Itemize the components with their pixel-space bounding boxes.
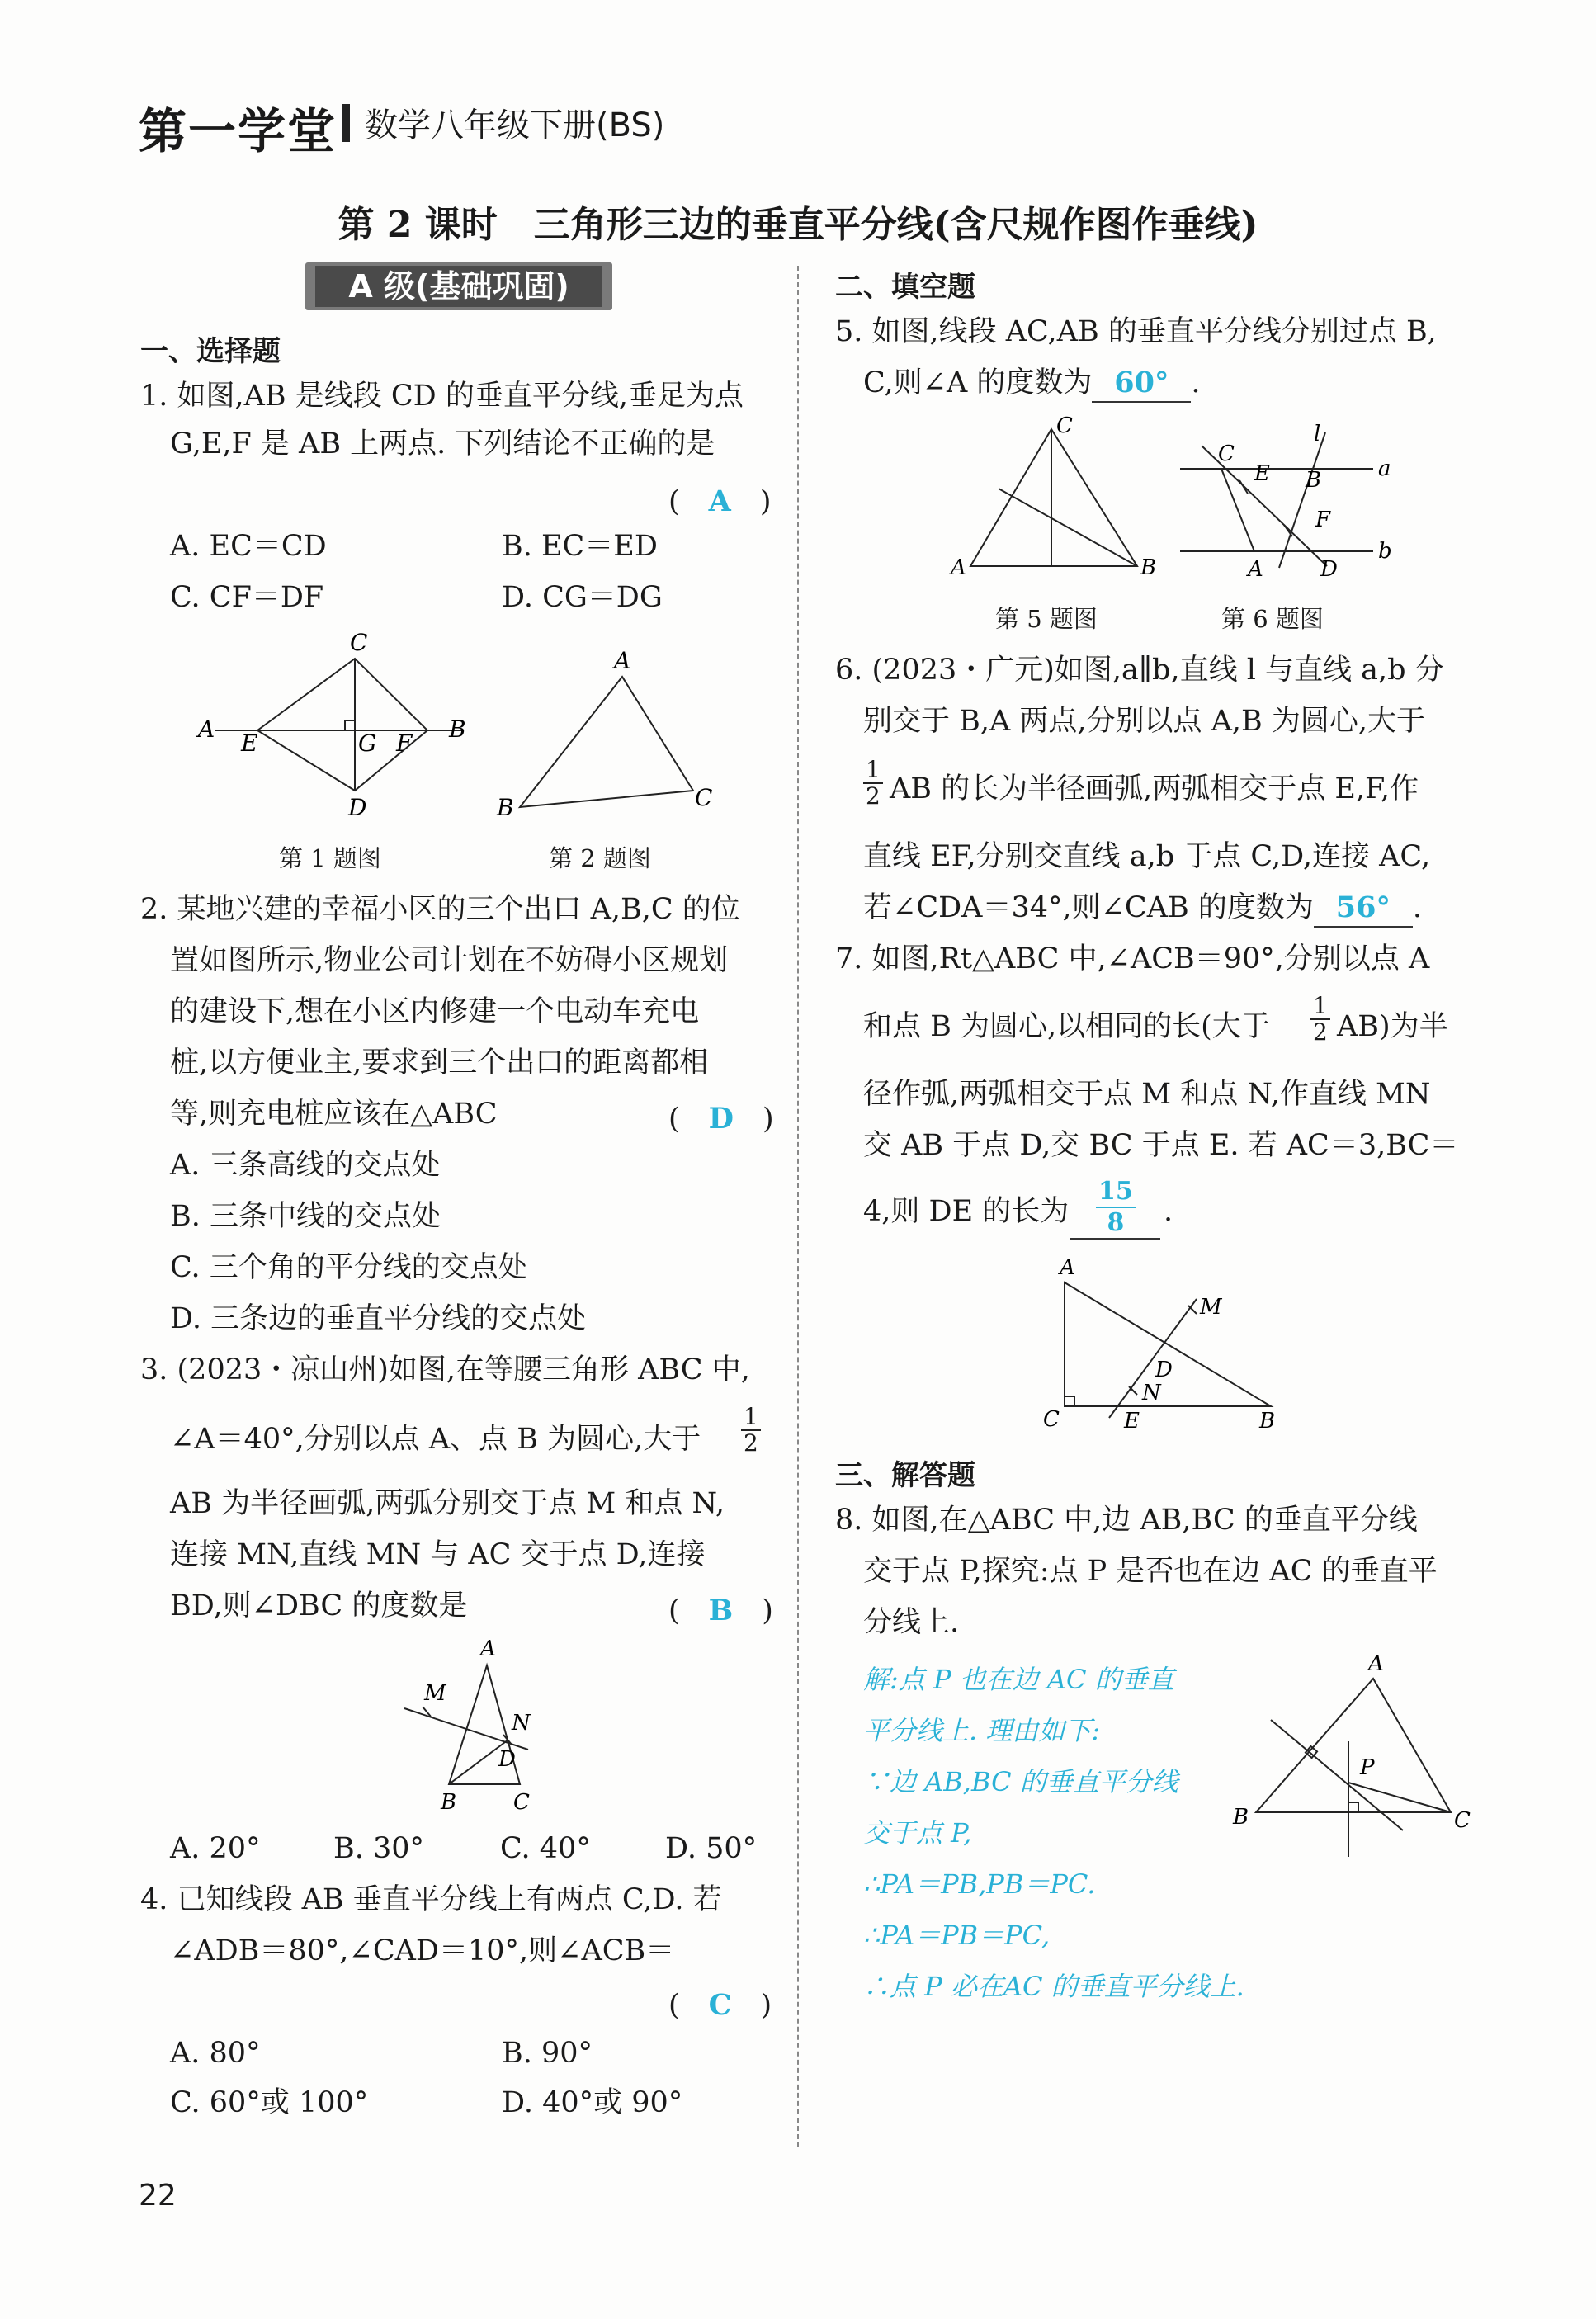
fig5-triangle bbox=[970, 429, 1137, 566]
book-title: 数学八年级下册(BS) bbox=[365, 106, 665, 144]
q2-option-c: C. 三个角的平分线的交点处 bbox=[170, 1251, 527, 1284]
fig7-label-b: B bbox=[1259, 1409, 1276, 1433]
fig2-label-a: A bbox=[614, 647, 631, 674]
q8-solution-3: 交于点 P, bbox=[863, 1817, 972, 1849]
q7-answer-num: 15 bbox=[1096, 1177, 1136, 1208]
q1-line1: 1. 如图,AB 是线段 CD 的垂直平分线,垂足为点 bbox=[140, 380, 744, 413]
q4-line2: ∠ADB＝80°,∠CAD＝10°,则∠ACB＝ bbox=[170, 1934, 675, 1967]
fig6-label-d: D bbox=[1320, 557, 1338, 582]
q4-option-c: C. 60°或 100° bbox=[170, 2086, 369, 2119]
fig6-line-l bbox=[1279, 432, 1325, 568]
fig1-label-a: A bbox=[198, 716, 215, 743]
q3-option-a: A. 20° bbox=[170, 1832, 261, 1865]
fig8-label-c: C bbox=[1454, 1808, 1471, 1833]
q8-solution-1: 平分线上. 理由如下: bbox=[863, 1715, 1101, 1746]
q1-option-a: A. EC＝CD bbox=[170, 530, 327, 563]
fig8-label-b: B bbox=[1233, 1805, 1249, 1830]
q6-line5: 若∠CDA＝34°,则∠CAB 的度数为 56° . bbox=[863, 890, 1422, 928]
q8-line3: 分线上. bbox=[863, 1606, 960, 1639]
fig6-label-b-line: b bbox=[1378, 539, 1392, 564]
header-divider bbox=[342, 104, 350, 142]
q2-line4: 桩,以方便业主,要求到三个出口的距离都相 bbox=[170, 1046, 709, 1079]
fig6-caption: 第 6 题图 bbox=[1221, 605, 1324, 633]
q1-answer-bracket: ( A ) bbox=[668, 484, 772, 518]
fig6-label-a-line: a bbox=[1378, 456, 1391, 481]
fig1-label-g: G bbox=[358, 730, 377, 757]
q4-answer: C bbox=[708, 1988, 732, 2022]
fig7-triangle bbox=[1065, 1282, 1271, 1406]
fig2-caption: 第 2 题图 bbox=[549, 844, 651, 872]
fig3-label-c: C bbox=[513, 1790, 530, 1815]
q7-line3: 径作弧,两弧相交于点 M 和点 N,作直线 MN bbox=[863, 1078, 1431, 1111]
section-solve: 三、解答题 bbox=[835, 1459, 975, 1492]
fig6-arc-e bbox=[1239, 480, 1248, 494]
figure-2 bbox=[487, 644, 734, 825]
q3-frac-den: 2 bbox=[744, 1429, 758, 1457]
fig6-label-b: B bbox=[1306, 468, 1322, 493]
q6-line3: AB 的长为半径画弧,两弧相交于点 E,F,作 bbox=[890, 772, 1419, 805]
fig1-right-angle bbox=[345, 720, 355, 730]
fig2-label-b: B bbox=[497, 794, 514, 821]
fig8-triangle bbox=[1256, 1679, 1451, 1812]
q3-option-c: C. 40° bbox=[500, 1832, 591, 1865]
q1-line2: G,E,F 是 AB 上两点. 下列结论不正确的是 bbox=[170, 427, 715, 460]
q2-line1: 2. 某地兴建的幸福小区的三个出口 A,B,C 的位 bbox=[140, 893, 740, 926]
fig7-label-e: E bbox=[1124, 1409, 1140, 1433]
fig7-label-c: C bbox=[1043, 1407, 1060, 1432]
figure-6 bbox=[1172, 421, 1395, 594]
column-divider bbox=[797, 266, 799, 2147]
fig8-label-a: A bbox=[1368, 1651, 1384, 1676]
q7-line2 bbox=[863, 1008, 1270, 1045]
q4-option-d: D. 40°或 90° bbox=[502, 2086, 683, 2119]
q3-frac-num: 1 bbox=[741, 1405, 761, 1431]
q3-line4: 连接 MN,直线 MN 与 AC 交于点 D,连接 bbox=[170, 1538, 706, 1571]
fig5-label-a: A bbox=[951, 555, 966, 580]
fig7-right-angle bbox=[1065, 1396, 1074, 1406]
fig3-label-a: A bbox=[480, 1637, 496, 1661]
q2-option-b: B. 三条中线的交点处 bbox=[170, 1200, 441, 1233]
fig6-label-e: E bbox=[1254, 461, 1270, 486]
section-choice: 一、选择题 bbox=[140, 335, 281, 368]
q7-answer-blank bbox=[1070, 1238, 1160, 1240]
q3-line1: 3. (2023・凉山州)如图,在等腰三角形 ABC 中, bbox=[140, 1353, 750, 1386]
figure-3 bbox=[388, 1634, 569, 1824]
fig1-label-e: E bbox=[241, 730, 258, 757]
fig1-label-c: C bbox=[350, 629, 368, 656]
q7-line4: 交 AB 于点 D,交 BC 于点 E. 若 AC＝3,BC＝ bbox=[863, 1129, 1459, 1162]
fig1-caption: 第 1 题图 bbox=[279, 844, 381, 872]
fig8-right-angle-bc bbox=[1348, 1802, 1358, 1812]
q7-period: . bbox=[1164, 1195, 1173, 1228]
q5-line1: 5. 如图,线段 AC,AB 的垂直平分线分别过点 B, bbox=[835, 315, 1437, 348]
fig6-label-l: l bbox=[1314, 422, 1321, 446]
q2-answer: D bbox=[708, 1102, 734, 1136]
fig6-label-c: C bbox=[1218, 442, 1235, 466]
fig2-label-c: C bbox=[695, 784, 713, 811]
q3-line5: BD,则∠DBC 的度数是 bbox=[170, 1589, 468, 1622]
figure-8 bbox=[1221, 1651, 1485, 1865]
fig8-label-p: P bbox=[1360, 1755, 1375, 1780]
q8-line2: 交于点 P,探究:点 P 是否也在边 AC 的垂直平 bbox=[863, 1555, 1438, 1588]
q3-option-b: B. 30° bbox=[333, 1832, 425, 1865]
fig1-label-f: F bbox=[396, 730, 413, 757]
q3-option-d: D. 50° bbox=[665, 1832, 758, 1865]
fig3-label-b: B bbox=[441, 1790, 457, 1815]
q7-line2-end: AB)为半 bbox=[1337, 1010, 1448, 1043]
q3-answer-bracket: ( B ) bbox=[668, 1594, 773, 1627]
fig6-label-f: F bbox=[1315, 508, 1331, 532]
q1-option-c: C. CF＝DF bbox=[170, 581, 324, 614]
fig1-label-d: D bbox=[348, 794, 367, 821]
q7-line5: 4,则 DE 的长为 bbox=[863, 1195, 1070, 1228]
q8-line1: 8. 如图,在△ABC 中,边 AB,BC 的垂直平分线 bbox=[835, 1504, 1418, 1537]
fig7-label-n: N bbox=[1142, 1381, 1161, 1405]
q3-line2: ∠A＝40°,分别以点 A、点 B 为圆心,大于 bbox=[170, 1423, 701, 1456]
q4-answer-bracket: ( C ) bbox=[668, 1988, 772, 2022]
q2-line2: 置如图所示,物业公司计划在不妨碍小区规划 bbox=[170, 944, 729, 977]
q8-solution-0: 解:点 P 也在边 AC 的垂直 bbox=[863, 1664, 1174, 1695]
fig7-label-d: D bbox=[1155, 1358, 1173, 1382]
fig5-caption: 第 5 题图 bbox=[995, 605, 1098, 633]
q6-line5-text: 若∠CDA＝34°,则∠CAB 的度数为 bbox=[863, 891, 1314, 924]
q5-answer: 60° bbox=[1092, 365, 1191, 403]
q8-solution-5: ∴PA＝PB＝PC, bbox=[863, 1920, 1051, 1951]
lesson-title: 第 2 课时 三角形三边的垂直平分线(含尺规作图作垂线) bbox=[338, 204, 1258, 246]
q4-option-a: A. 80° bbox=[170, 2037, 261, 2070]
q7-fraction-half bbox=[1310, 994, 1330, 1045]
figure-5 bbox=[941, 413, 1172, 594]
q4-option-b: B. 90° bbox=[502, 2037, 593, 2070]
q6-frac-den: 2 bbox=[866, 782, 881, 810]
fig5-label-b: B bbox=[1140, 555, 1157, 580]
q8-solution-4: ∴PA＝PB,PB＝PC. bbox=[863, 1868, 1096, 1900]
q6-line4: 直线 EF,分别交直线 a,b 于点 C,D,连接 AC, bbox=[863, 840, 1431, 873]
q1-option-b: B. EC＝ED bbox=[502, 530, 658, 563]
fig1-label-b: B bbox=[449, 716, 466, 743]
q8-solution-6: ∴点 P 必在AC 的垂直平分线上. bbox=[863, 1971, 1244, 2002]
fig5-label-c: C bbox=[1056, 413, 1073, 438]
q4-line1: 4. 已知线段 AB 垂直平分线上有两点 C,D. 若 bbox=[140, 1883, 722, 1916]
q2-line5: 等,则充电桩应该在△ABC bbox=[170, 1098, 498, 1131]
fig7-label-m: M bbox=[1200, 1295, 1222, 1320]
q2-answer-bracket: ( D ) bbox=[668, 1102, 774, 1136]
q2-line3: 的建设下,想在小区内修建一个电动车充电 bbox=[170, 995, 700, 1028]
q5-line2-text: C,则∠A 的度数为 bbox=[863, 366, 1093, 399]
q6-fraction-half bbox=[863, 758, 883, 809]
level-badge: A 级(基础巩固) bbox=[315, 266, 602, 307]
fig3-label-n: N bbox=[512, 1711, 531, 1736]
q3-answer: B bbox=[708, 1594, 734, 1627]
q7-frac-num: 1 bbox=[1310, 994, 1330, 1020]
section-fill: 二、填空题 bbox=[835, 271, 975, 304]
q7-answer-den: 8 bbox=[1107, 1208, 1125, 1237]
q7-frac-den: 2 bbox=[1313, 1018, 1328, 1046]
fig8-perp-ab bbox=[1271, 1720, 1403, 1830]
q1-answer: A bbox=[708, 484, 731, 518]
q6-frac-num: 1 bbox=[863, 758, 883, 784]
q5-line2: C,则∠A 的度数为 60° . bbox=[863, 365, 1201, 403]
figure-7 bbox=[1032, 1254, 1296, 1436]
q3-line3: AB 为半径画弧,两弧分别交于点 M 和点 N, bbox=[170, 1487, 725, 1520]
q6-line2: 别交于 B,A 两点,分别以点 A,B 为圆心,大于 bbox=[863, 705, 1425, 738]
q6-line1: 6. (2023・广元)如图,a∥b,直线 l 与直线 a,b 分 bbox=[835, 654, 1444, 687]
q7-answer bbox=[1096, 1177, 1136, 1238]
figure-1 bbox=[190, 627, 479, 825]
q6-answer: 56° bbox=[1314, 890, 1413, 928]
q2-option-d: D. 三条边的垂直平分线的交点处 bbox=[170, 1302, 587, 1335]
fig5-perp-b bbox=[999, 489, 1137, 566]
q1-option-d: D. CG＝DG bbox=[502, 581, 663, 614]
fig1-quad bbox=[257, 659, 427, 791]
q7-line1: 7. 如图,Rt△ABC 中,∠ACB＝90°,分别以点 A bbox=[835, 942, 1430, 975]
fig7-label-a: A bbox=[1060, 1255, 1075, 1280]
fig3-label-d: D bbox=[498, 1747, 516, 1772]
q3-fraction-half bbox=[741, 1405, 761, 1456]
fig2-triangle bbox=[520, 677, 693, 807]
q8-solution-2: ∵边 AB,BC 的垂直平分线 bbox=[863, 1766, 1178, 1797]
q7-line2a: 和点 B 为圆心,以相同的长(大于 bbox=[863, 1010, 1270, 1043]
fig6-label-a: A bbox=[1248, 557, 1263, 582]
page-number: 22 bbox=[139, 2179, 177, 2213]
brand-logo-text: 第一学堂 bbox=[139, 103, 338, 159]
fig3-label-m: M bbox=[424, 1681, 446, 1706]
q2-option-a: A. 三条高线的交点处 bbox=[170, 1149, 441, 1182]
